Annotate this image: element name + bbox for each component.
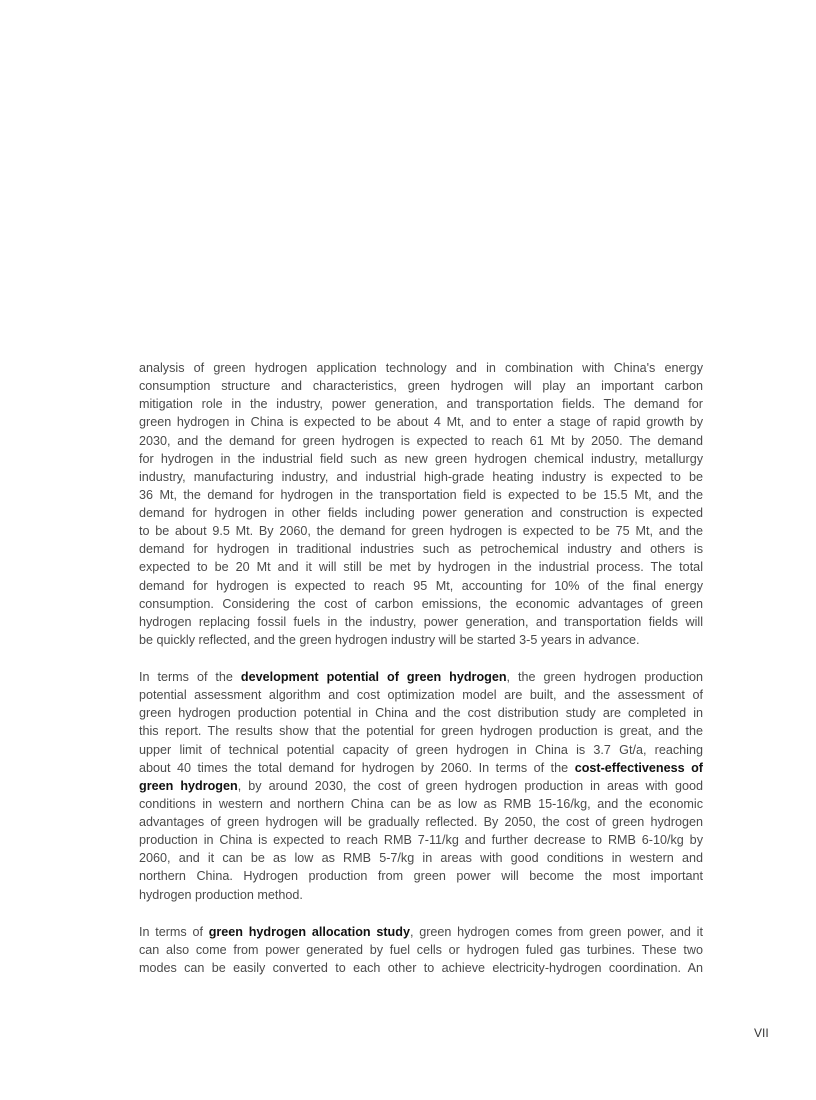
text-run: green hydrogen production potential in China and the cost distribution study are completed in [139,706,703,721]
text-run: 36 Mt, the demand for hydrogen in the transportation field is expected to be 15.5 Mt, and the [139,487,703,502]
paragraph-allocation-study [139,923,703,977]
text-line [139,941,703,959]
text-line [139,395,703,413]
text-run: 2060, and it can be as low as RMB 5-7/kg in areas with good conditions in western and [139,851,703,866]
text-run: be quickly reflected, and the green hydrogen industry will be started 3-5 years in advance. [139,632,640,647]
text-line [139,867,703,885]
text-run: production in China is expected to reach RMB 7-11/kg and further decrease to RMB 6-10/kg by [139,833,703,848]
text-line [139,959,703,977]
text-run: advantages of green hydrogen will be gradually reflected. By 2050, the cost of green hydrogen [139,815,703,829]
text-line [139,577,703,595]
text-line [139,668,703,686]
text-run: In terms of the [139,670,241,684]
text-line [139,813,703,831]
text-run: hydrogen replacing fossil fuels in the industry, power generation, and transportation fields will [139,614,703,629]
text-run: northern China. Hydrogen production from green power will become the most important [139,869,703,884]
text-run: to be about 9.5 Mt. By 2060, the demand for green hydrogen is expected to be 75 Mt, and the [139,524,703,539]
text-run: modes can be easily converted to each other to achieve electricity-hydrogen coordination. An [139,961,703,976]
text-line [139,759,703,777]
text-line [139,741,703,759]
text-run: demand for hydrogen is expected to reach 95 Mt, accounting for 10% of the final energy [139,578,703,593]
text-run: demand for hydrogen in other fields including power generation and construction is expected [139,506,703,520]
text-line [139,686,703,704]
text-line [139,923,703,941]
text-line [139,504,703,522]
text-line [139,849,703,867]
text-line [139,413,703,431]
text-line [139,831,703,849]
text-line [139,613,703,631]
text-line [139,468,703,486]
text-run: industry, manufacturing industry, and industrial high-grade heating industry is expected to be [139,469,703,484]
text-run: mitigation role in the industry, power generation, and transportation fields. The demand for [139,397,703,412]
text-line [139,359,703,377]
text-run: , the green hydrogen production [506,670,703,684]
text-run: 2030, and the demand for green hydrogen is expected to reach 61 Mt by 2050. The demand [139,433,703,448]
text-line [139,704,703,722]
text-line [139,432,703,450]
text-line [139,486,703,504]
text-run: for hydrogen in the industrial field such as new green hydrogen chemical industry, metallurgy [139,451,703,466]
text-line [139,595,703,613]
bold-term: green hydrogen [139,778,238,793]
text-line [139,540,703,558]
text-run: analysis of green hydrogen application technology and in combination with China's energy [139,361,703,375]
text-line [139,886,703,904]
text-line [139,722,703,740]
text-run: can also come from power generated by fuel cells or hydrogen fuled gas turbines. These two [139,943,703,958]
text-run: upper limit of technical potential capacity of green hydrogen in China is 3.7 Gt/a, reaching [139,742,703,757]
bold-term: development potential of green hydrogen [240,670,507,684]
bold-term: cost-effectiveness of [574,760,703,775]
page-number: VII [754,1026,769,1040]
text-line [139,558,703,576]
text-run: In terms of [139,925,209,939]
text-run: , by around 2030, the cost of green hydrogen production in areas with good [237,778,703,793]
text-line [139,450,703,468]
text-run: demand for hydrogen in traditional industries such as petrochemical industry and others is [139,542,703,557]
bold-term: green hydrogen allocation study [208,925,410,939]
text-line [139,795,703,813]
text-run: green hydrogen in China is expected to be about 4 Mt, and to enter a stage of rapid growth by [139,415,703,430]
text-run: hydrogen production method. [139,887,303,902]
text-line [139,777,703,795]
text-run: expected to be 20 Mt and it will still be met by hydrogen in the industrial process. The total [139,560,703,575]
text-run: , green hydrogen comes from green power, and it [409,925,703,939]
text-run: about 40 times the total demand for hydrogen by 2060. In terms of the [139,760,575,775]
paragraph-hydrogen-demand [139,359,703,649]
text-line [139,377,703,395]
text-line [139,631,703,649]
text-run: conditions in western and northern China can be as low as RMB 15-16/kg, and the economic [139,796,703,811]
text-run: consumption. Considering the cost of carbon emissions, the economic advantages of green [139,596,703,611]
text-run: potential assessment algorithm and cost optimization model are built, and the assessment of [139,688,703,703]
text-run: consumption structure and characteristics, green hydrogen will play an important carbon [139,379,703,394]
text-run: this report. The results show that the potential for green hydrogen production is great, and the [139,724,703,739]
paragraph-development-potential [139,668,703,904]
text-line [139,522,703,540]
